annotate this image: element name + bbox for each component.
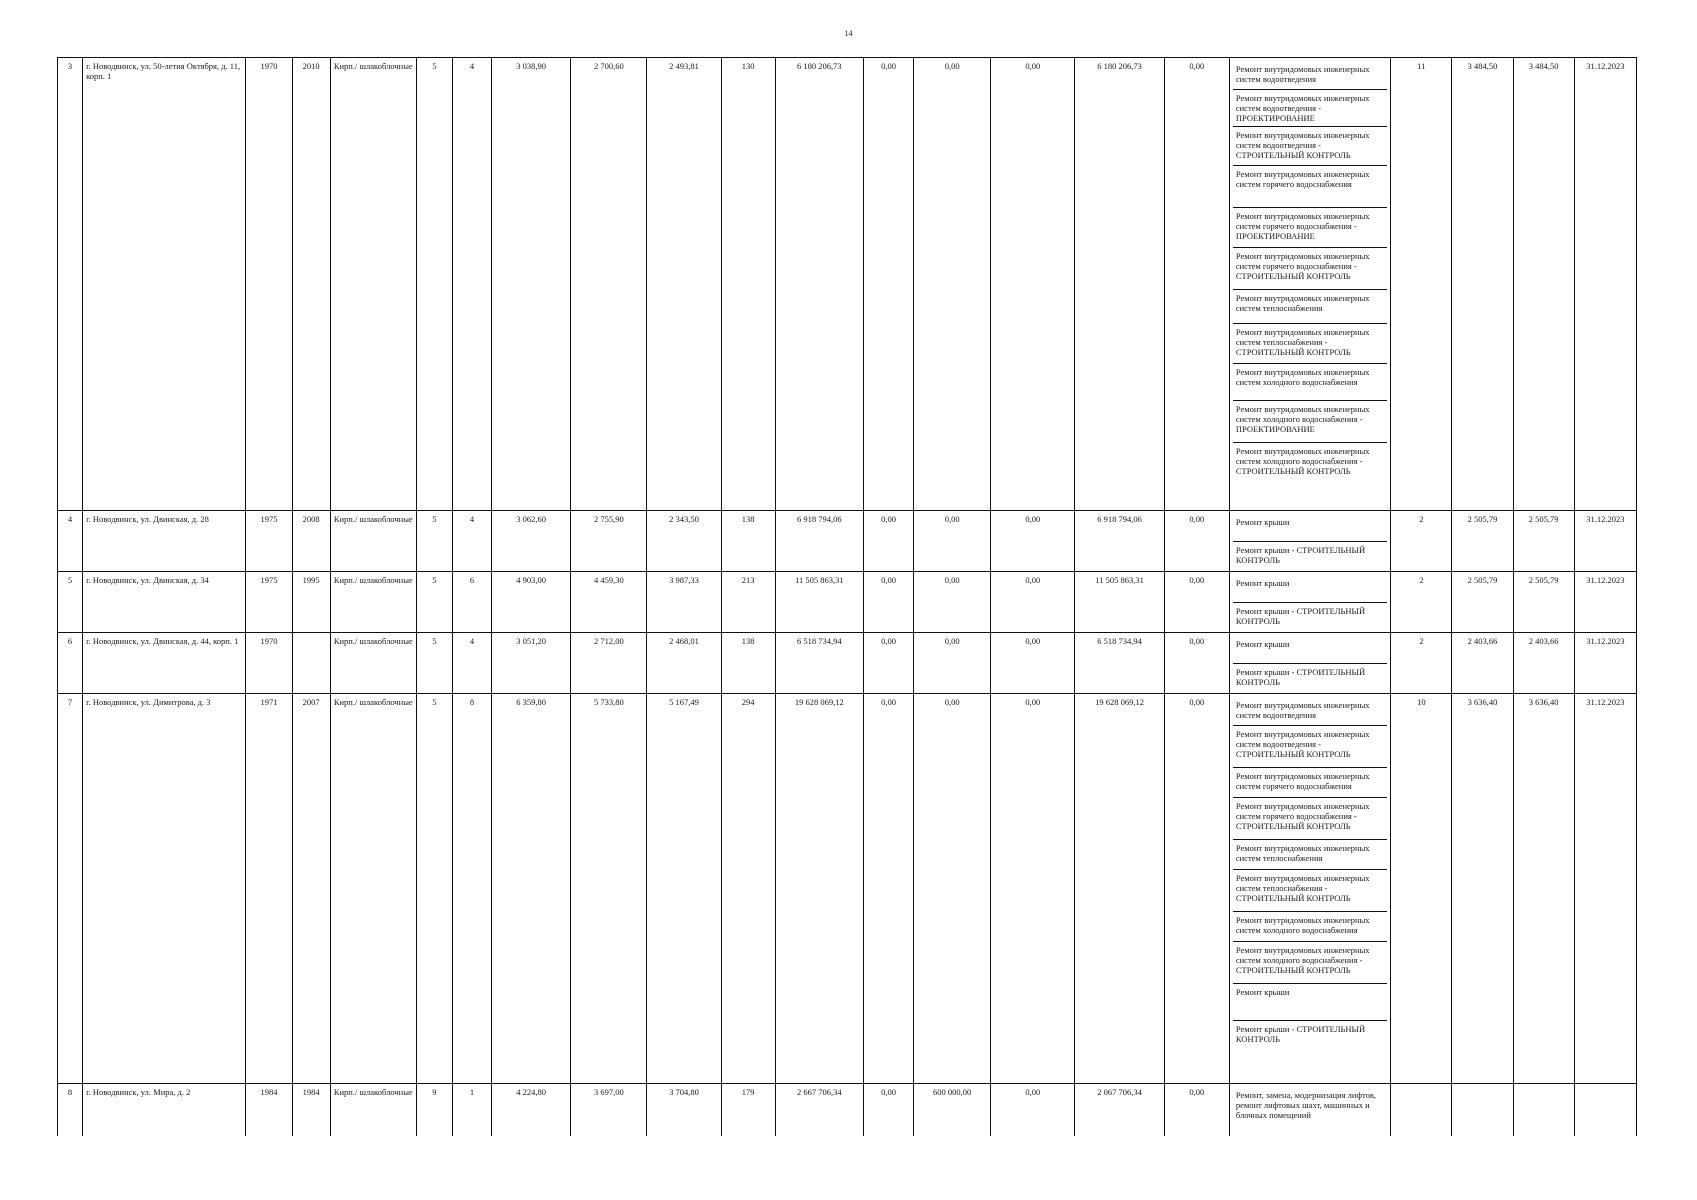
work-item: Ремонт внутридомовых инженерных систем холодного водоснабжения - ПРОЕКТИРОВАНИЕ [1233, 401, 1387, 443]
cost-per-m2-cell: 2 505,79 [1452, 511, 1513, 572]
deadline-cell: 31.12.2023 [1574, 511, 1636, 572]
floors-cell: 5 [416, 694, 452, 1084]
table-row [58, 1084, 1637, 1137]
works-list-cell [1229, 572, 1390, 633]
work-item: Ремонт крыши [1233, 636, 1387, 664]
deadline-cell: 31.12.2023 [1574, 572, 1636, 633]
area-total-cell: 4 224,80 [492, 1084, 571, 1137]
address-cell: г. Новодвинск, ул. Двинская, д. 34 [83, 572, 246, 633]
area-living-cell: 4 459,30 [571, 572, 647, 633]
limit-per-m2-cell: 2 505,79 [1513, 511, 1574, 572]
cost-total-cell: 6 918 794,06 [775, 511, 863, 572]
table-row [58, 511, 1637, 572]
fund-2-cell: 0,00 [914, 694, 991, 1084]
fund-2-cell: 0,00 [914, 511, 991, 572]
fund-5-cell: 0,00 [1164, 694, 1229, 1084]
limit-per-m2-cell: 2 505,79 [1513, 572, 1574, 633]
area-residential-cell: 2 343,50 [647, 511, 721, 572]
wall-material-cell: Кирп./ шлакоблочные [330, 511, 416, 572]
row-number: 4 [58, 511, 83, 572]
work-item: Ремонт крыши [1233, 575, 1387, 603]
row-number: 3 [58, 58, 83, 511]
area-residential-cell: 2 468,01 [647, 633, 721, 694]
fund-3-cell: 0,00 [991, 511, 1075, 572]
area-total-cell: 6 359,80 [492, 694, 571, 1084]
area-total-cell: 3 051,20 [492, 633, 571, 694]
area-residential-cell: 3 704,80 [647, 1084, 721, 1137]
work-item: Ремонт внутридомовых инженерных систем водоотведения - СТРОИТЕЛЬНЫЙ КОНТРОЛЬ [1233, 127, 1387, 166]
work-item: Ремонт внутридомовых инженерных систем холодного водоснабжения [1233, 912, 1387, 942]
fund-3-cell: 0,00 [991, 572, 1075, 633]
work-item: Ремонт крыши - СТРОИТЕЛЬНЫЙ КОНТРОЛЬ [1235, 606, 1366, 627]
cost-per-m2-cell: 3 636,40 [1452, 694, 1513, 1084]
fund-1-cell: 0,00 [863, 1084, 913, 1137]
entrances-cell: 4 [452, 511, 491, 572]
work-item: Ремонт крыши - СТРОИТЕЛЬНЫЙ КОНТРОЛЬ [1235, 545, 1366, 566]
work-item: Ремонт внутридомовых инженерных систем теплоснабжения [1233, 290, 1387, 324]
work-item: Ремонт внутридомовых инженерных систем горячего водоснабжения [1233, 768, 1387, 798]
year-repair-cell [292, 633, 330, 694]
row-number: 8 [58, 1084, 83, 1137]
works-list-cell [1229, 58, 1390, 511]
fund-3-cell: 0,00 [991, 633, 1075, 694]
area-residential-cell: 5 167,49 [647, 694, 721, 1084]
area-total-cell: 3 038,90 [492, 58, 571, 511]
fund-3-cell: 0,00 [991, 1084, 1075, 1137]
year-repair-cell: 2010 [292, 58, 330, 511]
fund-2-cell: 0,00 [914, 633, 991, 694]
cost-per-m2-cell: 3 484,50 [1452, 58, 1513, 511]
work-item: Ремонт внутридомовых инженерных систем горячего водоснабжения - ПРОЕКТИРОВАНИЕ [1233, 208, 1387, 248]
wall-material-cell: Кирп./ шлакоблочные [330, 1084, 416, 1137]
table-row [58, 694, 1637, 1084]
address-cell: г. Новодвинск, ул. Двинская, д. 44, корп. 1 [83, 633, 246, 694]
fund-1-cell: 0,00 [863, 511, 913, 572]
deadline-cell: 31.12.2023 [1574, 58, 1636, 511]
fund-3-cell: 0,00 [991, 694, 1075, 1084]
cost-total-cell: 2 667 706,34 [775, 1084, 863, 1137]
area-residential-cell: 2 493,81 [647, 58, 721, 511]
works-list-cell [1229, 1084, 1390, 1137]
work-count-cell: 11 [1391, 58, 1452, 511]
address-cell: г. Новодвинск, ул. 50-летия Октября, д. 11, корп. 1 [83, 58, 246, 511]
work-item: Ремонт крыши [1233, 514, 1387, 542]
work-count-cell: 2 [1391, 633, 1452, 694]
entrances-cell: 1 [452, 1084, 491, 1137]
wall-material-cell: Кирп./ шлакоблочные [330, 633, 416, 694]
area-living-cell: 5 733,80 [571, 694, 647, 1084]
work-item: Ремонт крыши - СТРОИТЕЛЬНЫЙ КОНТРОЛЬ [1235, 667, 1366, 688]
year-repair-cell: 2008 [292, 511, 330, 572]
entrances-cell: 4 [452, 58, 491, 511]
table-body [58, 58, 1637, 1137]
works-list-cell [1229, 511, 1390, 572]
cost-total-cell: 19 628 069,12 [775, 694, 863, 1084]
area-total-cell: 3 062,60 [492, 511, 571, 572]
fund-1-cell: 0,00 [863, 572, 913, 633]
entrances-cell: 6 [452, 572, 491, 633]
fund-4-cell: 19 628 069,12 [1075, 694, 1164, 1084]
fund-5-cell: 0,00 [1164, 58, 1229, 511]
residents-cell: 294 [721, 694, 775, 1084]
floors-cell: 5 [416, 633, 452, 694]
work-item: Ремонт внутридомовых инженерных систем водоотведения - СТРОИТЕЛЬНЫЙ КОНТРОЛЬ [1233, 726, 1387, 768]
fund-2-cell: 0,00 [914, 58, 991, 511]
residents-cell: 213 [721, 572, 775, 633]
work-count-cell: 2 [1391, 572, 1452, 633]
deadline-cell: 31.12.2023 [1574, 633, 1636, 694]
fund-5-cell: 0,00 [1164, 633, 1229, 694]
fund-3-cell: 0,00 [991, 58, 1075, 511]
year-repair-cell: 2007 [292, 694, 330, 1084]
fund-4-cell: 6 918 794,06 [1075, 511, 1164, 572]
residents-cell: 130 [721, 58, 775, 511]
cost-total-cell: 6 518 734,94 [775, 633, 863, 694]
fund-1-cell: 0,00 [863, 58, 913, 511]
work-item: Ремонт крыши - СТРОИТЕЛЬНЫЙ КОНТРОЛЬ [1235, 1024, 1366, 1045]
fund-4-cell: 6 518 734,94 [1075, 633, 1164, 694]
cost-per-m2-cell: 2 505,79 [1452, 572, 1513, 633]
floors-cell: 5 [416, 572, 452, 633]
work-item: Ремонт внутридомовых инженерных систем водоотведения - ПРОЕКТИРОВАНИЕ [1233, 90, 1387, 127]
limit-per-m2-cell: 3 484,50 [1513, 58, 1574, 511]
fund-4-cell: 2 067 706,34 [1075, 1084, 1164, 1137]
deadline-cell: 31.12.2023 [1574, 694, 1636, 1084]
row-number: 7 [58, 694, 83, 1084]
table-row [58, 572, 1637, 633]
year-repair-cell: 1984 [292, 1084, 330, 1137]
fund-5-cell: 0,00 [1164, 572, 1229, 633]
floors-cell: 5 [416, 511, 452, 572]
fund-4-cell: 6 180 206,73 [1075, 58, 1164, 511]
cost-total-cell: 6 180 206,73 [775, 58, 863, 511]
fund-1-cell: 0,00 [863, 694, 913, 1084]
work-item: Ремонт внутридомовых инженерных систем горячего водоснабжения - СТРОИТЕЛЬНЫЙ КОНТРОЛЬ [1233, 798, 1387, 840]
work-item: Ремонт внутридомовых инженерных систем теплоснабжения - СТРОИТЕЛЬНЫЙ КОНТРОЛЬ [1233, 870, 1387, 912]
entrances-cell: 4 [452, 633, 491, 694]
floors-cell: 9 [416, 1084, 452, 1137]
residents-cell: 138 [721, 511, 775, 572]
work-item: Ремонт крыши [1233, 984, 1387, 1021]
work-item: Ремонт внутридомовых инженерных систем холодного водоснабжения - СТРОИТЕЛЬНЫЙ КОНТРОЛЬ [1235, 446, 1370, 477]
works-list-cell [1229, 633, 1390, 694]
fund-5-cell: 0,00 [1164, 511, 1229, 572]
fund-2-cell: 0,00 [914, 572, 991, 633]
residents-cell: 179 [721, 1084, 775, 1137]
cost-total-cell: 11 505 863,31 [775, 572, 863, 633]
work-count-cell [1391, 1084, 1452, 1137]
fund-1-cell: 0,00 [863, 633, 913, 694]
work-count-cell: 10 [1391, 694, 1452, 1084]
cost-per-m2-cell [1452, 1084, 1513, 1137]
repair-program-table [57, 57, 1637, 1136]
fund-2-cell: 600 000,00 [914, 1084, 991, 1137]
work-item: Ремонт внутридомовых инженерных систем теплоснабжения [1233, 840, 1387, 870]
table-row [58, 58, 1637, 511]
work-count-cell: 2 [1391, 511, 1452, 572]
row-number: 6 [58, 633, 83, 694]
limit-per-m2-cell: 3 636,40 [1513, 694, 1574, 1084]
year-built-cell: 1970 [246, 633, 292, 694]
address-cell: г. Новодвинск, ул. Димитрова, д. 3 [83, 694, 246, 1084]
cost-per-m2-cell: 2 403,66 [1452, 633, 1513, 694]
works-list-cell [1229, 694, 1390, 1084]
area-living-cell: 2 700,60 [571, 58, 647, 511]
wall-material-cell: Кирп./ шлакоблочные [330, 694, 416, 1084]
area-total-cell: 4 903,00 [492, 572, 571, 633]
fund-5-cell: 0,00 [1164, 1084, 1229, 1137]
deadline-cell [1574, 1084, 1636, 1137]
entrances-cell: 8 [452, 694, 491, 1084]
fund-4-cell: 11 505 863,31 [1075, 572, 1164, 633]
area-living-cell: 2 755,90 [571, 511, 647, 572]
row-number: 5 [58, 572, 83, 633]
year-built-cell: 1971 [246, 694, 292, 1084]
wall-material-cell: Кирп./ шлакоблочные [330, 58, 416, 511]
year-built-cell: 1975 [246, 511, 292, 572]
year-repair-cell: 1995 [292, 572, 330, 633]
work-item: Ремонт внутридомовых инженерных систем холодного водоснабжения [1233, 364, 1387, 401]
table-row [58, 633, 1637, 694]
residents-cell: 138 [721, 633, 775, 694]
address-cell: г. Новодвинск, ул. Двинская, д. 28 [83, 511, 246, 572]
limit-per-m2-cell [1513, 1084, 1574, 1137]
area-residential-cell: 3 987,33 [647, 572, 721, 633]
year-built-cell: 1984 [246, 1084, 292, 1137]
work-item: Ремонт внутридомовых инженерных систем горячего водоснабжения - СТРОИТЕЛЬНЫЙ КОНТРОЛЬ [1233, 248, 1387, 290]
wall-material-cell: Кирп./ шлакоблочные [330, 572, 416, 633]
work-item: Ремонт внутридомовых инженерных систем водоотведения [1233, 697, 1387, 726]
year-built-cell: 1970 [246, 58, 292, 511]
limit-per-m2-cell: 2 403,66 [1513, 633, 1574, 694]
work-item: Ремонт внутридомовых инженерных систем водоотведения [1233, 61, 1387, 90]
page-number: 14 [844, 29, 853, 38]
work-item: Ремонт внутридомовых инженерных систем холодного водоснабжения - СТРОИТЕЛЬНЫЙ КОНТРОЛЬ [1233, 942, 1387, 984]
work-item: Ремонт, замена, модернизация лифтов, ремонт лифтовых шахт, машинных и блочных помещений [1235, 1090, 1376, 1121]
address-cell: г. Новодвинск, ул. Мира, д. 2 [83, 1084, 246, 1137]
area-living-cell: 3 697,00 [571, 1084, 647, 1137]
work-item: Ремонт внутридомовых инженерных систем теплоснабжения - СТРОИТЕЛЬНЫЙ КОНТРОЛЬ [1233, 324, 1387, 364]
area-living-cell: 2 712,00 [571, 633, 647, 694]
floors-cell: 5 [416, 58, 452, 511]
year-built-cell: 1975 [246, 572, 292, 633]
work-item: Ремонт внутридомовых инженерных систем горячего водоснабжения [1233, 166, 1387, 208]
